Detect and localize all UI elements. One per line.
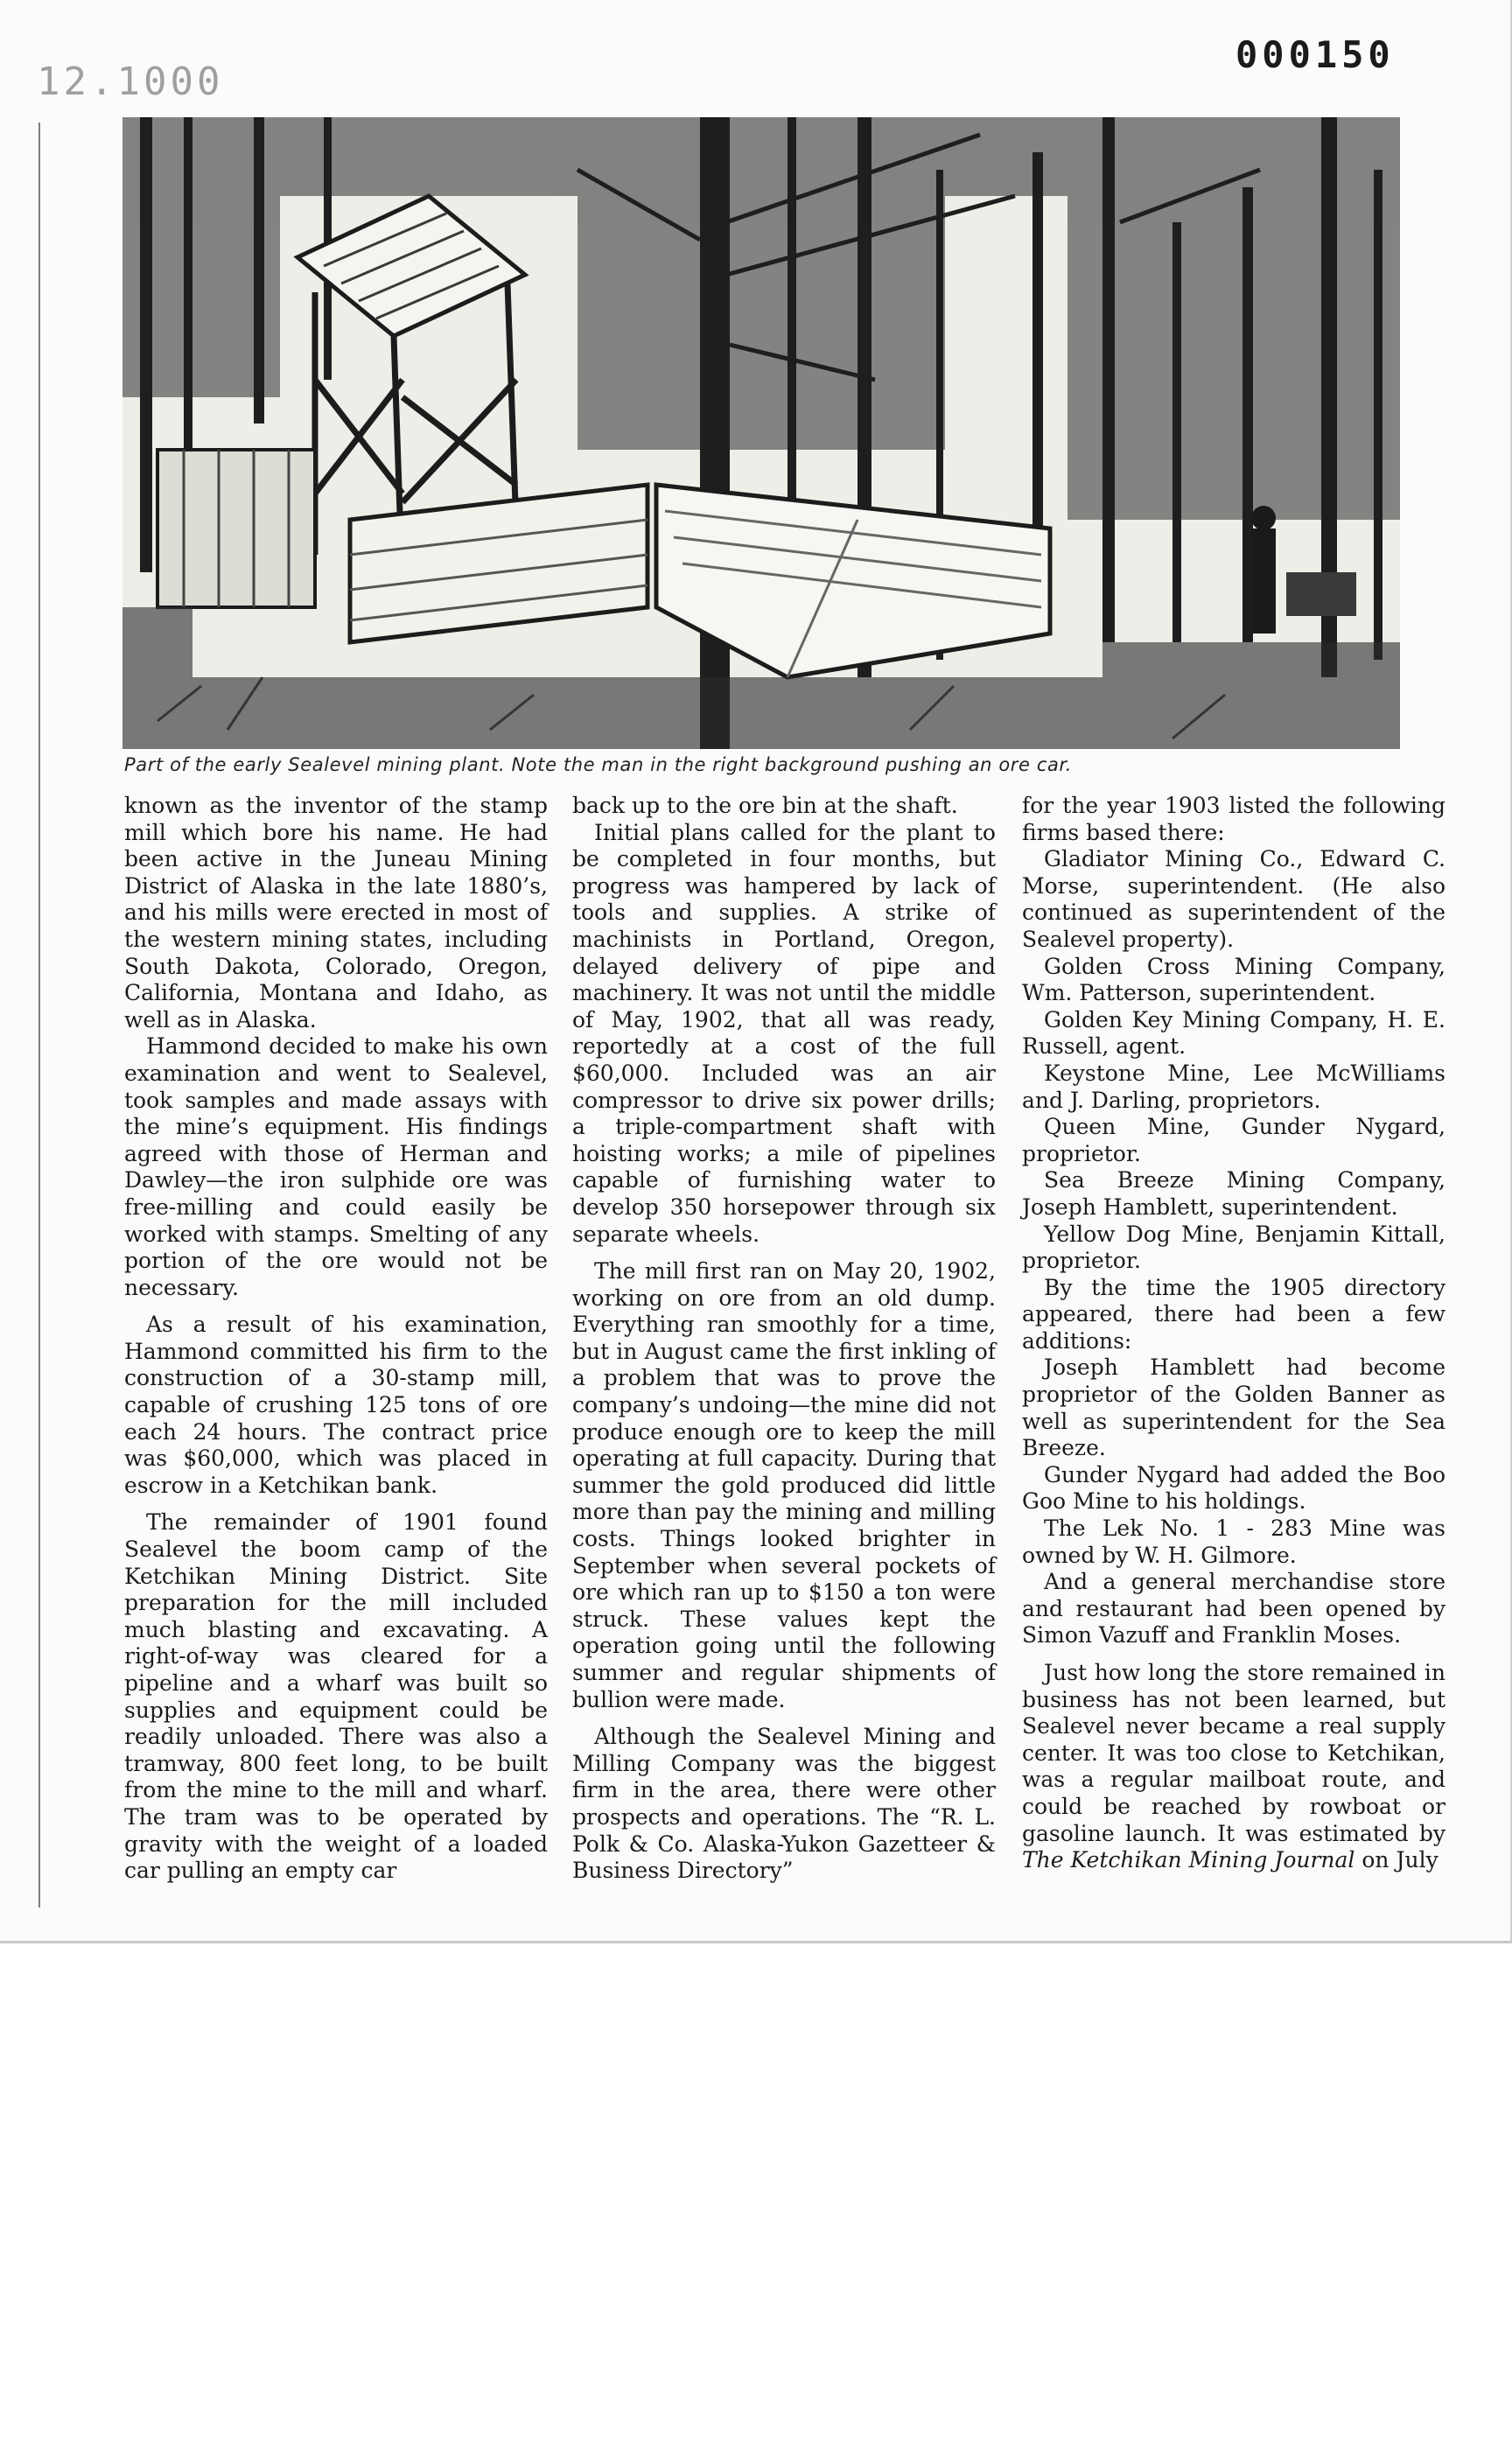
- paragraph: known as the inventor of the stamp mill which bore his name. He had been active in the Juneau Mining District of Alaska in the late 1880’s, and his mills were erected in most of the western mining states, including South Dakota, Colorado, Oregon, California, Montana and Idaho, as well as in Alaska.: [124, 793, 548, 1032]
- page-number: 000150: [1236, 33, 1395, 76]
- article-column-1: [124, 793, 548, 1885]
- article-column-3: [1022, 793, 1446, 1874]
- paragraph: Although the Sealevel Mining and Milling Company was the biggest firm in the area, there were other prospects and operations. The “R. L. Polk & Co. Alaska-Yukon Gazetteer & Business Directory”: [572, 1724, 996, 1884]
- paragraph: Yellow Dog Mine, Benjamin Kittall, proprietor.: [1022, 1221, 1446, 1274]
- paragraph: The remainder of 1901 found Sealevel the boom camp of the Ketchikan Mining District. Site preparation for the mill included much blasting and excavating. A right-of-way was cleared for a pipeline and a wharf was built so supplies and equipment could be readily unloaded. There was also a tramway, 800 feet long, to be built from the mine to the mill and wharf. The tram was to be operated by gravity with the weight of a loaded car pulling an empty car: [124, 1509, 548, 1884]
- paragraph: Gunder Nygard had added the Boo Goo Mine to his holdings.: [1022, 1461, 1446, 1515]
- mining-plant-photo: [122, 117, 1400, 749]
- paragraph: for the year 1903 listed the following firms based there:: [1022, 793, 1446, 845]
- paragraph: The mill first ran on May 20, 1902, working on ore from an old dump. Everything ran smoothly for a time, but in August came the first inkling of a problem that was to prove the company’s undoing—the mine did not produce enough ore to keep the mill operating at full capacity. During that summer the gold produced did little more than pay the mining and milling costs. Things looked brighter in September when several pockets of ore which ran up to $150 a ton were struck. These values kept the operation going until the following summer and regular shipments of bullion were made.: [572, 1258, 996, 1712]
- paragraph: [1022, 1660, 1446, 1874]
- paragraph: Gladiator Mining Co., Edward C. Morse, superintendent. (He also continued as superintendent of the Sealevel property).: [1022, 846, 1446, 952]
- paragraph-text: Just how long the store remained in business has not been learned, but Sealevel never became a real supply center. It was too close to Ketchikan, was a regular mailboat route, and could be reached by rowboat or gasoline launch. It was estimated by: [1022, 1660, 1446, 1846]
- paragraph: back up to the ore bin at the shaft.: [572, 793, 958, 818]
- paragraph: The Lek No. 1 - 283 Mine was owned by W. H. Gilmore.: [1022, 1516, 1446, 1568]
- paragraph: Sea Breeze Mining Company, Joseph Hamblett, superintendent.: [1022, 1167, 1446, 1220]
- article-column-2: [572, 793, 996, 1885]
- paragraph: Golden Key Mining Company, H. E. Russell, agent.: [1022, 1006, 1446, 1060]
- paragraph: Joseph Hamblett had become proprietor of the Golden Banner as well as superintendent for the Sea Breeze.: [1022, 1354, 1446, 1461]
- paragraph: And a general merchandise store and restaurant had been opened by Simon Vazuff and Franklin Moses.: [1022, 1569, 1446, 1648]
- paragraph: By the time the 1905 directory appeared, there had been a few additions:: [1022, 1274, 1446, 1354]
- journal-title: The Ketchikan Mining Journal: [1022, 1847, 1355, 1873]
- paragraph-text: on July: [1354, 1847, 1438, 1873]
- photo-caption: Part of the early Sealevel mining plant. Note the man in the right background pushing an ore car.: [124, 754, 1073, 775]
- paragraph: Initial plans called for the plant to be completed in four months, but progress was hampered by lack of tools and supplies. A strike of machinists in Portland, Oregon, delayed delivery of pipe and machinery. It was not until the middle of May, 1902, that all was ready, reportedly at a cost of the full $60,000. Included was an air compressor to drive six power drills; a triple-compartment shaft with hoisting works; a mile of pipelines capable of furnishing water to develop 350 horsepower through six separate wheels.: [572, 819, 996, 1247]
- paragraph: Keystone Mine, Lee McWilliams and J. Darling, proprietors.: [1022, 1060, 1446, 1113]
- paragraph: Golden Cross Mining Company, Wm. Patterson, superintendent.: [1022, 953, 1446, 1006]
- left-margin-rule: [38, 122, 40, 1908]
- paragraph: Queen Mine, Gunder Nygard, proprietor.: [1022, 1114, 1446, 1166]
- paragraph: As a result of his examination, Hammond committed his firm to the construction of a 30-stamp mill, capable of crushing 125 tons of ore each 24 hours. The contract price was $60,000, which was placed in escrow in a Ketchikan bank.: [124, 1312, 548, 1498]
- faint-stamp-number: 12.1000: [37, 60, 224, 104]
- paragraph: Hammond decided to make his own examination and went to Sealevel, took samples and made assays with the mine’s equipment. His findings agreed with those of Herman and Dawley—the iron sulphide ore was free-milling and could easily be worked with stamps. Smelting of any portion of the ore would not be necessary.: [124, 1033, 548, 1300]
